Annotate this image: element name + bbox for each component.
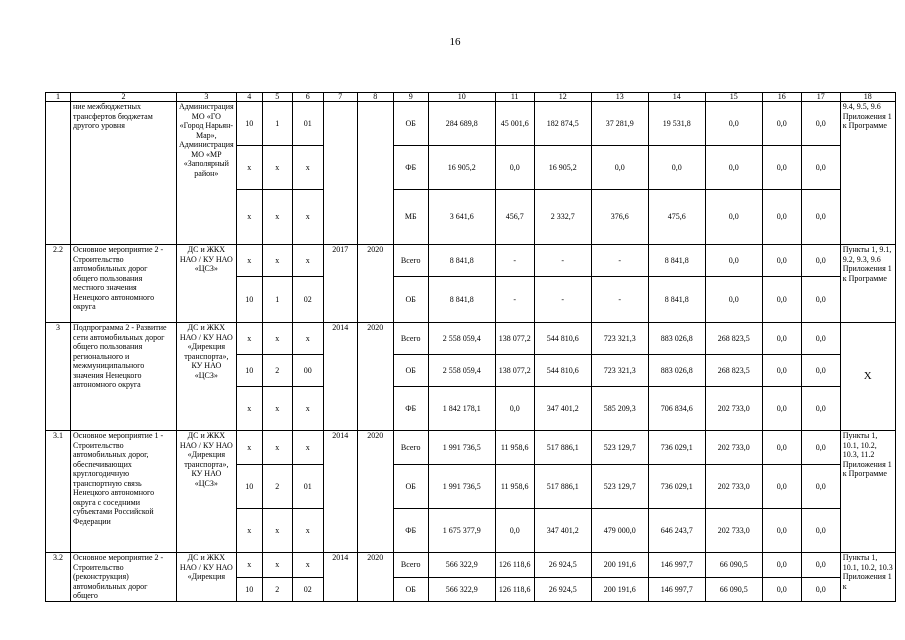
amount-cell: 706 834,6	[648, 387, 705, 431]
year-start: 2014	[323, 323, 357, 431]
code-cell: х	[262, 323, 292, 355]
code-cell: 02	[292, 578, 323, 601]
amount-cell: 268 823,5	[705, 323, 762, 355]
year-start	[323, 102, 357, 245]
amount-cell: 0,0	[801, 245, 840, 277]
amount-cell: 26 924,5	[534, 578, 591, 601]
amount-cell: 475,6	[648, 190, 705, 245]
amount-cell: 284 689,8	[428, 102, 495, 146]
year-end: 2020	[357, 431, 393, 553]
amount-cell: -	[534, 277, 591, 323]
amount-cell: 16 905,2	[534, 146, 591, 190]
amount-cell: -	[495, 245, 534, 277]
amount-cell: 146 997,7	[648, 578, 705, 601]
amount-cell: 202 733,0	[705, 509, 762, 553]
code-cell: х	[262, 509, 292, 553]
code-cell: х	[292, 245, 323, 277]
amount-cell: 517 886,1	[534, 465, 591, 509]
executor: ДС и ЖКХ НАО / КУ НАО «ЦСЗ»	[177, 245, 237, 323]
code-cell: 1	[262, 277, 292, 323]
code-cell: х	[292, 553, 323, 578]
amount-cell: 723 321,3	[591, 323, 648, 355]
amount-cell: 16 905,2	[428, 146, 495, 190]
table-row	[46, 431, 896, 465]
amount-cell: 66 090,5	[705, 578, 762, 601]
funding-source: ОБ	[393, 578, 428, 601]
amount-cell: 0,0	[762, 323, 801, 355]
amount-cell: 0,0	[801, 102, 840, 146]
amount-cell: 0,0	[705, 102, 762, 146]
funding-source: ФБ	[393, 387, 428, 431]
amount-cell: 0,0	[705, 146, 762, 190]
amount-cell: 0,0	[801, 190, 840, 245]
amount-cell: 517 886,1	[534, 431, 591, 465]
activity-name: Основное мероприятие 2 - Строительство автомобильных дорог общего пользования местного значения Ненецкого автономного округа	[71, 245, 177, 323]
column-header: 10	[428, 93, 495, 102]
amount-cell: 544 810,6	[534, 323, 591, 355]
amount-cell: 182 874,5	[534, 102, 591, 146]
column-header: 4	[236, 93, 262, 102]
amount-cell: 66 090,5	[705, 553, 762, 578]
year-start: 2017	[323, 245, 357, 323]
code-cell: 10	[236, 102, 262, 146]
amount-cell: 0,0	[591, 146, 648, 190]
executor: ДС и ЖКХ НАО / КУ НАО «Дирекция	[177, 553, 237, 602]
amount-cell: 3 641,6	[428, 190, 495, 245]
amount-cell: 544 810,6	[534, 355, 591, 387]
amount-cell: 126 118,6	[495, 553, 534, 578]
code-cell: х	[292, 387, 323, 431]
funding-source: Всего	[393, 245, 428, 277]
amount-cell: 0,0	[705, 245, 762, 277]
funding-source: ОБ	[393, 355, 428, 387]
amount-cell: 45 001,6	[495, 102, 534, 146]
year-end: 2020	[357, 323, 393, 431]
amount-cell: 0,0	[762, 245, 801, 277]
amount-cell: 0,0	[495, 509, 534, 553]
amount-cell: 523 129,7	[591, 431, 648, 465]
amount-cell: 8 841,8	[648, 245, 705, 277]
executor: ДС и ЖКХ НАО / КУ НАО «Дирекция транспорта», КУ НАО «ЦСЗ»	[177, 323, 237, 431]
code-cell: 10	[236, 277, 262, 323]
amount-cell: 566 322,9	[428, 553, 495, 578]
column-header: 13	[591, 93, 648, 102]
amount-cell: -	[591, 245, 648, 277]
amount-cell: 0,0	[495, 387, 534, 431]
amount-cell: 0,0	[648, 146, 705, 190]
year-start: 2014	[323, 553, 357, 602]
amount-cell: 0,0	[801, 553, 840, 578]
code-cell: 2	[262, 355, 292, 387]
amount-cell: 37 281,9	[591, 102, 648, 146]
amount-cell: 2 332,7	[534, 190, 591, 245]
amount-cell: 0,0	[762, 102, 801, 146]
amount-cell: 8 841,8	[428, 245, 495, 277]
year-start: 2014	[323, 431, 357, 553]
amount-cell: 0,0	[801, 509, 840, 553]
code-cell: х	[292, 323, 323, 355]
code-cell: х	[262, 387, 292, 431]
amount-cell: 479 000,0	[591, 509, 648, 553]
budget-table	[45, 92, 896, 602]
funding-source: ОБ	[393, 277, 428, 323]
column-header: 18	[840, 93, 895, 102]
code-cell: х	[262, 245, 292, 277]
code-cell: х	[236, 323, 262, 355]
row-number: 3	[46, 323, 71, 431]
amount-cell: 1 675 377,9	[428, 509, 495, 553]
executor: ДС и ЖКХ НАО / КУ НАО «Дирекция транспорта», КУ НАО «ЦСЗ»	[177, 431, 237, 553]
code-cell: х	[236, 553, 262, 578]
amount-cell: 0,0	[705, 277, 762, 323]
code-cell: 00	[292, 355, 323, 387]
executor: Администрация МО «ГО «Город Нарьян-Мар», Администрация МО «МР «Заполярный район»	[177, 102, 237, 245]
amount-cell: 126 118,6	[495, 578, 534, 601]
column-header: 5	[262, 93, 292, 102]
code-cell: 01	[292, 102, 323, 146]
code-cell: х	[236, 146, 262, 190]
program-reference: 9.4, 9.5, 9.6 Приложения 1 к Программе	[840, 102, 895, 245]
activity-name: ние межбюджетных трансфертов бюджетам другого уровня	[71, 102, 177, 245]
table-row	[46, 102, 896, 146]
amount-cell: 0,0	[762, 277, 801, 323]
activity-name: Основное мероприятие 2 - Строительство (реконструкция) автомобильных дорог общего	[71, 553, 177, 602]
amount-cell: 268 823,5	[705, 355, 762, 387]
code-cell: 10	[236, 355, 262, 387]
amount-cell: 2 558 059,4	[428, 323, 495, 355]
amount-cell: 0,0	[762, 190, 801, 245]
amount-cell: 0,0	[801, 146, 840, 190]
funding-source: ОБ	[393, 465, 428, 509]
year-end: 2020	[357, 553, 393, 602]
code-cell: 10	[236, 578, 262, 601]
column-header: 17	[801, 93, 840, 102]
amount-cell: 138 077,2	[495, 355, 534, 387]
column-header: 7	[323, 93, 357, 102]
code-cell: 2	[262, 578, 292, 601]
code-cell: х	[236, 387, 262, 431]
funding-source: ФБ	[393, 509, 428, 553]
amount-cell: -	[495, 277, 534, 323]
amount-cell: 0,0	[762, 355, 801, 387]
year-end	[357, 102, 393, 245]
amount-cell: -	[534, 245, 591, 277]
amount-cell: 456,7	[495, 190, 534, 245]
amount-cell: 566 322,9	[428, 578, 495, 601]
column-header: 15	[705, 93, 762, 102]
amount-cell: 8 841,8	[648, 277, 705, 323]
code-cell: х	[262, 146, 292, 190]
column-header: 12	[534, 93, 591, 102]
amount-cell: 523 129,7	[591, 465, 648, 509]
year-end: 2020	[357, 245, 393, 323]
amount-cell: 0,0	[762, 553, 801, 578]
amount-cell: 736 029,1	[648, 431, 705, 465]
program-reference: Х	[840, 323, 895, 431]
row-number	[46, 102, 71, 245]
code-cell: х	[292, 190, 323, 245]
code-cell: х	[236, 190, 262, 245]
page-number: 16	[449, 36, 461, 48]
amount-cell: 0,0	[495, 146, 534, 190]
activity-name: Подпрограмма 2 - Развитие сети автомобильных дорог общего пользования регионального и межмуниципального значения Ненецкого автономного округа	[71, 323, 177, 431]
amount-cell: 0,0	[762, 146, 801, 190]
amount-cell: 1 991 736,5	[428, 431, 495, 465]
amount-cell: 0,0	[762, 578, 801, 601]
funding-source: Всего	[393, 553, 428, 578]
column-header: 9	[393, 93, 428, 102]
table-row	[46, 323, 896, 355]
amount-cell: 0,0	[801, 578, 840, 601]
amount-cell: 376,6	[591, 190, 648, 245]
column-header: 6	[292, 93, 323, 102]
table-row	[46, 245, 896, 277]
amount-cell: 1 842 178,1	[428, 387, 495, 431]
table-row	[46, 553, 896, 578]
code-cell: 10	[236, 465, 262, 509]
activity-name: Основное мероприятие 1 - Строительство автомобильных дорог, обеспечивающих круглогодичную транспортную связь Ненецкого автономного округа с соседними субъектами Российской Федерации	[71, 431, 177, 553]
amount-cell: 0,0	[801, 323, 840, 355]
code-cell: х	[262, 553, 292, 578]
code-cell: 01	[292, 465, 323, 509]
code-cell: х	[236, 245, 262, 277]
amount-cell: 26 924,5	[534, 553, 591, 578]
program-reference: Пункты 1, 10.1, 10.2, 10.3 Приложения 1 к	[840, 553, 895, 602]
amount-cell: 146 997,7	[648, 553, 705, 578]
amount-cell: 347 401,2	[534, 509, 591, 553]
amount-cell: 0,0	[801, 465, 840, 509]
amount-cell: 11 958,6	[495, 431, 534, 465]
amount-cell: 2 558 059,4	[428, 355, 495, 387]
code-cell: х	[292, 146, 323, 190]
program-reference: Пункты 1, 9.1, 9.2, 9.3, 9.6 Приложения 1 к Программе	[840, 245, 895, 323]
funding-source: ФБ	[393, 146, 428, 190]
amount-cell: 0,0	[762, 387, 801, 431]
code-cell: х	[292, 509, 323, 553]
code-cell: х	[292, 431, 323, 465]
amount-cell: 202 733,0	[705, 387, 762, 431]
column-header: 3	[177, 93, 237, 102]
amount-cell: 736 029,1	[648, 465, 705, 509]
code-cell: 02	[292, 277, 323, 323]
amount-cell: 11 958,6	[495, 465, 534, 509]
amount-cell: 0,0	[762, 431, 801, 465]
code-cell: х	[236, 509, 262, 553]
funding-source: ОБ	[393, 102, 428, 146]
code-cell: х	[236, 431, 262, 465]
amount-cell: 202 733,0	[705, 431, 762, 465]
column-header: 11	[495, 93, 534, 102]
amount-cell: 1 991 736,5	[428, 465, 495, 509]
amount-cell: 202 733,0	[705, 465, 762, 509]
amount-cell: 200 191,6	[591, 553, 648, 578]
amount-cell: -	[591, 277, 648, 323]
code-cell: х	[262, 190, 292, 245]
column-header: 1	[46, 93, 71, 102]
column-header: 14	[648, 93, 705, 102]
amount-cell: 0,0	[705, 190, 762, 245]
amount-cell: 0,0	[801, 387, 840, 431]
funding-source: Всего	[393, 323, 428, 355]
amount-cell: 646 243,7	[648, 509, 705, 553]
column-header: 8	[357, 93, 393, 102]
column-header: 16	[762, 93, 801, 102]
amount-cell: 723 321,3	[591, 355, 648, 387]
amount-cell: 19 531,8	[648, 102, 705, 146]
amount-cell: 883 026,8	[648, 355, 705, 387]
amount-cell: 0,0	[801, 277, 840, 323]
amount-cell: 347 401,2	[534, 387, 591, 431]
code-cell: 1	[262, 102, 292, 146]
row-number: 3.1	[46, 431, 71, 553]
amount-cell: 8 841,8	[428, 277, 495, 323]
funding-source: Всего	[393, 431, 428, 465]
row-number: 2.2	[46, 245, 71, 323]
funding-source: МБ	[393, 190, 428, 245]
code-cell: х	[262, 431, 292, 465]
row-number: 3.2	[46, 553, 71, 602]
column-header: 2	[71, 93, 177, 102]
program-reference: Пункты 1, 10.1, 10.2, 10.3, 11.2 Приложения 1 к Программе	[840, 431, 895, 553]
header-row	[46, 93, 896, 102]
amount-cell: 0,0	[801, 431, 840, 465]
amount-cell: 0,0	[801, 355, 840, 387]
amount-cell: 0,0	[762, 465, 801, 509]
amount-cell: 138 077,2	[495, 323, 534, 355]
amount-cell: 200 191,6	[591, 578, 648, 601]
amount-cell: 0,0	[762, 509, 801, 553]
code-cell: 2	[262, 465, 292, 509]
amount-cell: 585 209,3	[591, 387, 648, 431]
amount-cell: 883 026,8	[648, 323, 705, 355]
